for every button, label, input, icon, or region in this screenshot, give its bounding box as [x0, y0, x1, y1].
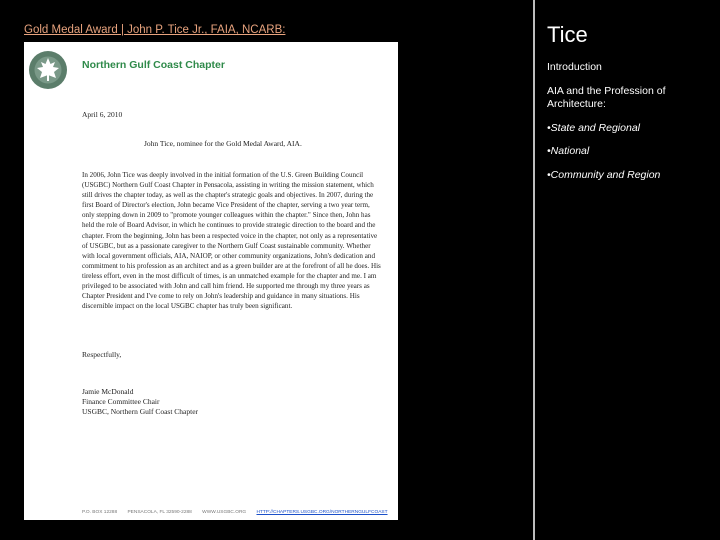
signature-block — [82, 387, 198, 417]
sidebar-item-aia-profession[interactable]: AIA and the Profession of Architecture: — [547, 85, 666, 110]
footer-city: PENSACOLA, FL 32590-2288 — [127, 510, 192, 515]
usgbc-logo-icon — [28, 50, 68, 90]
letter-image — [24, 42, 398, 520]
letter-date: April 6, 2010 — [82, 110, 123, 119]
letter-body: In 2006, John Tice was deeply involved in the initial formation of the U.S. Green Building Council (USGBC) Northern Gulf Coast Chapter in Pensacola, assisting in writing the mission statement, which still drives the chapter today, as well as the chapter's strategic goals and objectives. In 2007, during the first Board of Director's election, John became Vice President of the chapter, serving a two year term, only stepping down in 2009 to "promote younger colleagues within the chapter." Since then, John has held the role of Board Advisor, in which he continues to provide strategic direction to the board and the chapter. From the beginning, John has been a respected voice in the chapter, not only as a representative of USGBC, but as a passionate caregiver to the Northern Gulf Coast sustainable community. Whether with local government officials, AIA, NAIOP, or other community organizations, John's dedication and commitment to his profession as an architect and as a green builder are at the forefront of all he does. His tireless effort, even in the most difficult of times, is an unmatched example for the chapter and me. I am privileged to be associated with John and call him friend. He supported me through my three years as Chapter President and I've come to rely on John's leadership and guidance in many situations. His discernible impact on the local USGBC chapter has truly been significant. — [82, 171, 381, 311]
page-header-link[interactable]: Gold Medal Award | John P. Tice Jr., FAIA, NCARB: — [24, 24, 286, 36]
footer-po-box: P.O. BOX 12288 — [82, 510, 118, 515]
vertical-divider — [533, 0, 535, 540]
sidebar-title: Tice — [547, 22, 588, 47]
letter-subject: John Tice, nominee for the Gold Medal Award, AIA. — [144, 139, 302, 148]
signature-name: Jamie McDonald — [82, 387, 134, 396]
letter-footer — [82, 510, 397, 515]
chapter-name: Northern Gulf Coast Chapter — [82, 59, 225, 71]
sidebar-item-community-region[interactable]: •Community and Region — [547, 169, 661, 181]
letter-closing: Respectfully, — [82, 350, 122, 359]
signature-title: Finance Committee Chair — [82, 397, 160, 406]
signature-org: USGBC, Northern Gulf Coast Chapter — [82, 407, 199, 416]
footer-url: HTTP://CHAPTERS.USGBC.ORG/NORTHERNGULFCOAST — [256, 510, 388, 515]
sidebar-item-state-regional[interactable]: •State and Regional — [547, 122, 640, 134]
sidebar-item-introduction[interactable]: Introduction — [547, 61, 602, 73]
footer-site: WWW.USGBC.ORG — [202, 510, 247, 515]
sidebar-item-national[interactable]: •National — [547, 145, 590, 157]
